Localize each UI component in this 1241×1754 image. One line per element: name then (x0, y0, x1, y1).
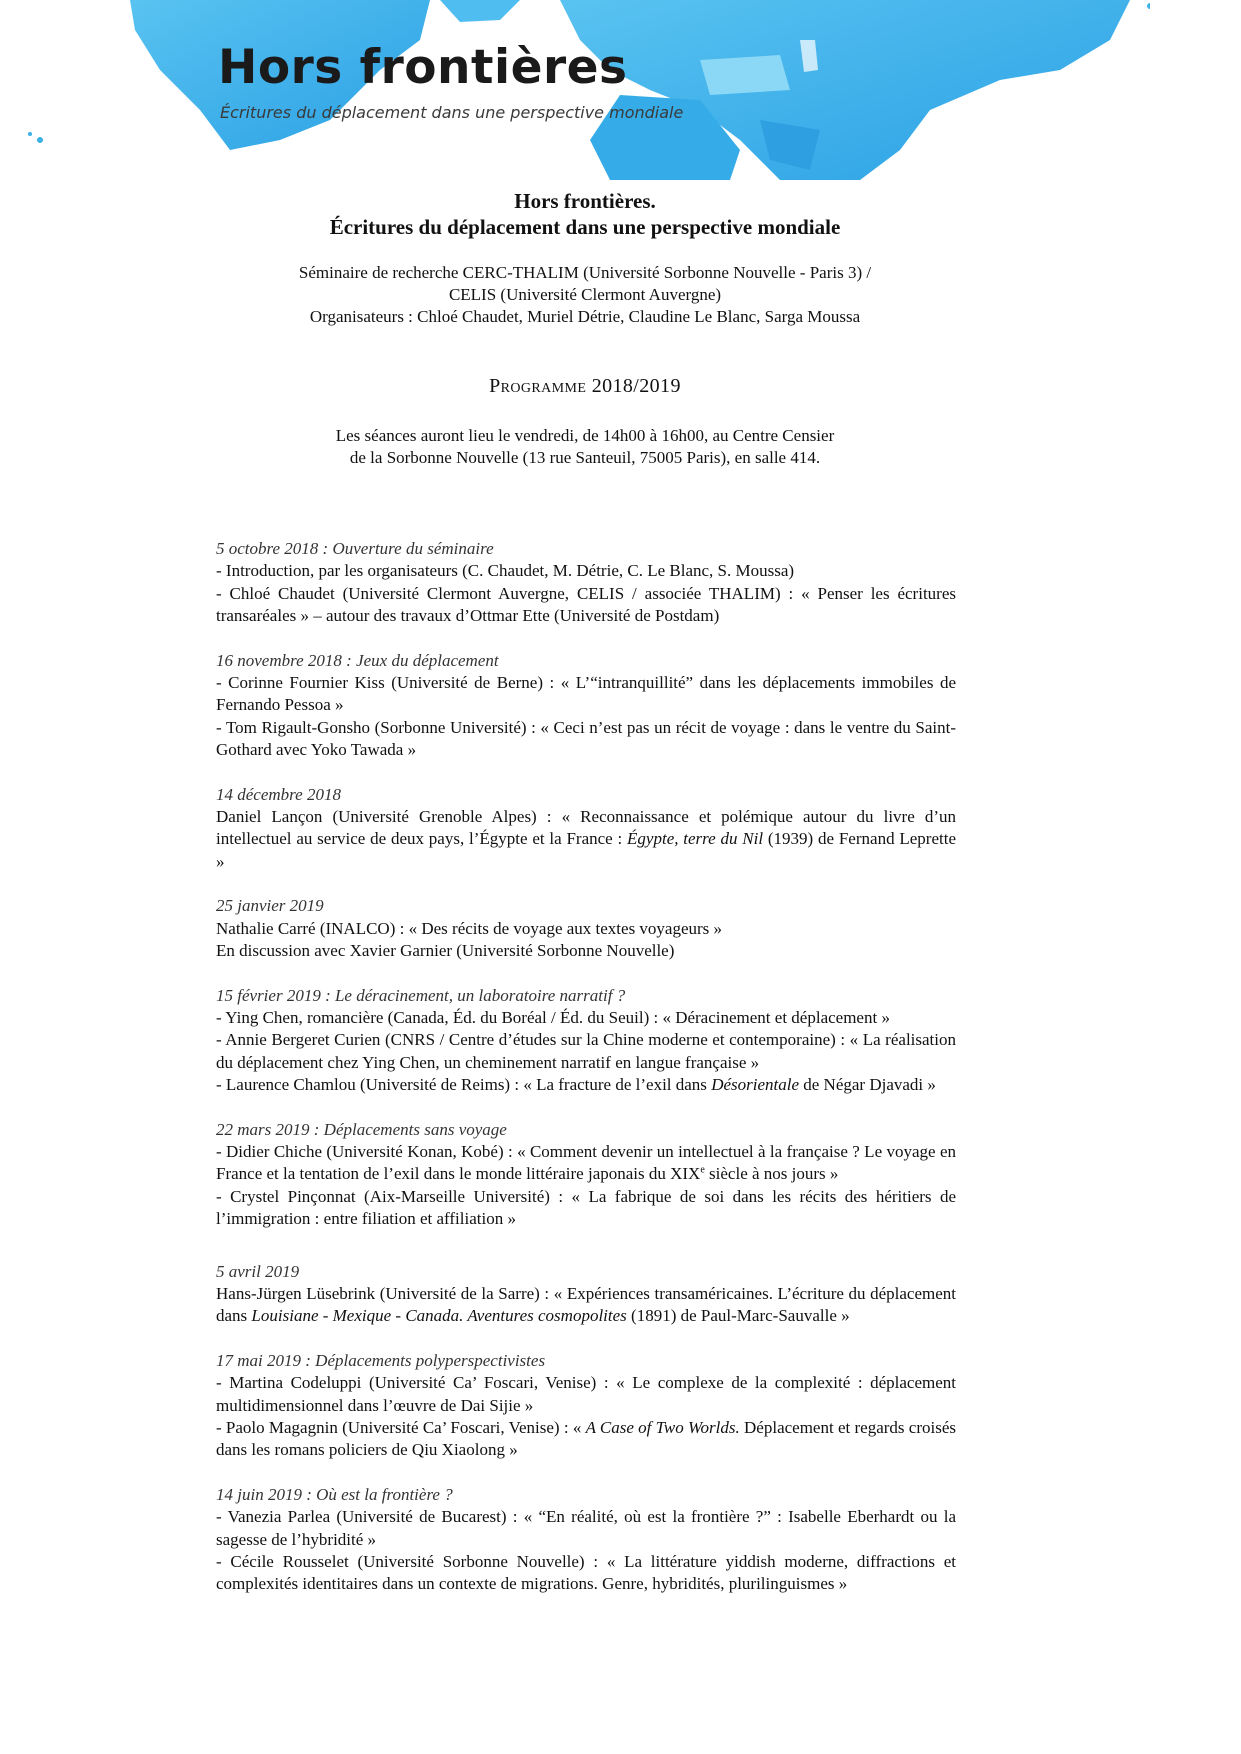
session-talk (216, 1372, 956, 1417)
sea-highlight (700, 55, 790, 95)
session-heading: 25 janvier 2019 (216, 896, 324, 916)
talk-text: - Didier Chiche (Université Konan, Kobé) : « Comment devenir un intellectuel à la française ? Le voyage en France et la tentation de l’exil dans le monde littéraire japonais du XIX (216, 1141, 956, 1184)
session-talk (216, 806, 956, 873)
session-heading: 15 février 2019 : Le déracinement, un laboratoire narratif ? (216, 985, 626, 1005)
organizers-line: Organisateurs : Chloé Chaudet, Muriel Détrie, Claudine Le Blanc, Sarga Moussa (309, 307, 861, 326)
banner-title: Hors frontières (218, 40, 628, 95)
location-line-2: de la Sorbonne Nouvelle (13 rue Santeuil, 75005 Paris), en salle 414. (349, 448, 821, 467)
session-talk (216, 717, 956, 762)
session-block (216, 1261, 956, 1328)
document-title (0, 188, 1170, 240)
seminar-line-2: CELIS (Université Clermont Auvergne) (448, 285, 722, 304)
session-talk (216, 1551, 956, 1596)
title-line-1: Hors frontières. (514, 189, 656, 213)
session-block (216, 1350, 956, 1462)
session-heading: 17 mai 2019 : Déplacements polyperspectivistes (216, 1350, 546, 1370)
talk-text: Daniel Lançon (Université Grenoble Alpes) : « Reconnaissance et polémique autour du livre d’un intellectuel au service de deux pays, l’Égypte et la France : (216, 807, 956, 849)
session-block (216, 784, 956, 874)
talk-text: - Tom Rigault-Gonsho (Sorbonne Université) : « Ceci n’est pas un récit de voyage : dans le ventre du Saint-Gothard avec Yoko Tawada » (216, 717, 956, 760)
talk-text: - Annie Bergeret Curien (CNRS / Centre d’études sur la Chine moderne et contemporaine) : « La réalisation du déplacement chez Ying Chen, un cheminement narratif en langue française » (216, 1030, 956, 1072)
session-block (216, 985, 956, 1097)
session-heading: 22 mars 2019 : Déplacements sans voyage (216, 1119, 507, 1139)
session-block (216, 650, 956, 762)
talk-text: - Paolo Magagnin (Université Ca’ Foscari, Venise) : « (216, 1418, 586, 1437)
work-title: Louisiane - Mexique - Canada. Aventures cosmopolites (251, 1306, 627, 1326)
talk-text: (1891) de Paul-Marc-Sauvalle » (626, 1306, 850, 1326)
location-line-1: Les séances auront lieu le vendredi, de 14h00 à 16h00, au Centre Censier (335, 426, 835, 445)
talk-text: - Corinne Fournier Kiss (Université de Berne) : « L’“intranquillité” dans les déplacements immobiles de Fernando Pessoa » (216, 673, 956, 715)
session-block (216, 1119, 956, 1231)
session-heading: 16 novembre 2018 : Jeux du déplacement (216, 650, 499, 670)
talk-text: de Négar Djavadi » (799, 1075, 936, 1095)
talk-text: - Introduction, par les organisateurs (C. Chaudet, M. Détrie, C. Le Blanc, S. Moussa) (216, 561, 795, 581)
talk-text: Hans-Jürgen Lüsebrink (Université de la Sarre) : « Expériences transaméricaines. L’écriture du déplacement dans (216, 1283, 956, 1326)
session-heading: 5 octobre 2018 : Ouverture du séminaire (216, 539, 494, 558)
header-banner (0, 0, 1150, 180)
talk-text: Déplacement et regards croisés dans les romans policiers de Qiu Xiaolong » (216, 1418, 956, 1460)
session-talk (216, 1283, 956, 1328)
work-title: Égypte, terre du Nil (627, 829, 764, 849)
superscript-text: e (700, 1164, 705, 1176)
talk-text: siècle à nos jours » (704, 1164, 839, 1184)
talk-text: - Laurence Chamlou (Université de Reims) : « La fracture de l’exil dans (216, 1075, 712, 1095)
session-block (216, 538, 956, 628)
talk-text: - Crystel Pinçonnat (Aix-Marseille Université) : « La fabrique de soi dans les récits des héritiers de l’immigration : entre filiation et affiliation » (216, 1186, 956, 1229)
session-talk (216, 1007, 956, 1029)
session-talk (216, 583, 956, 628)
sessions-list (216, 538, 956, 1596)
work-title: Désorientale (711, 1075, 800, 1095)
seminar-line-1: Séminaire de recherche CERC-THALIM (Université Sorbonne Nouvelle - Paris 3) / (298, 263, 872, 282)
session-talk (216, 1506, 956, 1551)
session-talk (216, 1141, 956, 1186)
session-talk (216, 1186, 956, 1231)
talk-text: - Ying Chen, romancière (Canada, Éd. du Boréal / Éd. du Seuil) : « Déracinement et déplacement » (216, 1007, 890, 1027)
session-talk (216, 1029, 956, 1074)
session-block (216, 1484, 956, 1596)
banner-subtitle: Écritures du déplacement dans une perspective mondiale (220, 103, 684, 122)
session-talk (216, 672, 956, 717)
talk-text: - Martina Codeluppi (Université Ca’ Foscari, Venise) : « Le complexe de la complexité : déplacement multidimensionnel dans l’œuvre de Dai Sijie » (216, 1373, 956, 1415)
session-talk (216, 560, 956, 582)
talk-text: - Vanezia Parlea (Université de Bucarest) : « “En réalité, où est la frontière ?” : Isabelle Eberhardt ou la sagesse de l’hybridité » (216, 1507, 956, 1549)
programme-heading: Programme 2018/2019 (489, 375, 681, 397)
talk-text: - Cécile Rousselet (Université Sorbonne Nouvelle) : « La littérature yiddish moderne, diffractions et complexités identitaires dans un contexte de migrations. Genre, hybridités, plurilinguismes » (216, 1552, 956, 1594)
session-heading: 14 décembre 2018 (216, 784, 341, 804)
talk-text: (1939) de Fernand Leprette » (216, 829, 956, 871)
talk-text: En discussion avec Xavier Garnier (Université Sorbonne Nouvelle) (216, 941, 675, 961)
session-block (216, 895, 956, 962)
session-talk (216, 940, 956, 962)
talk-text: Nathalie Carré (INALCO) : « Des récits de voyage aux textes voyageurs » (216, 918, 723, 938)
session-talk (216, 1074, 956, 1096)
talk-text: - Chloé Chaudet (Université Clermont Auvergne, CELIS / associée THALIM) : « Penser les écritures transaréales » – autour des travaux d’Ottmar Ette (Université de Postdam) (216, 583, 956, 626)
title-line-2: Écritures du déplacement dans une perspective mondiale (329, 215, 841, 239)
work-title: A Case of Two Worlds. (585, 1418, 740, 1437)
session-heading: 14 juin 2019 : Où est la frontière ? (216, 1484, 453, 1504)
session-talk (216, 1417, 956, 1462)
session-talk (216, 918, 956, 940)
session-heading: 5 avril 2019 (216, 1261, 300, 1281)
seminar-info (0, 262, 1170, 328)
location-info (0, 425, 1170, 469)
